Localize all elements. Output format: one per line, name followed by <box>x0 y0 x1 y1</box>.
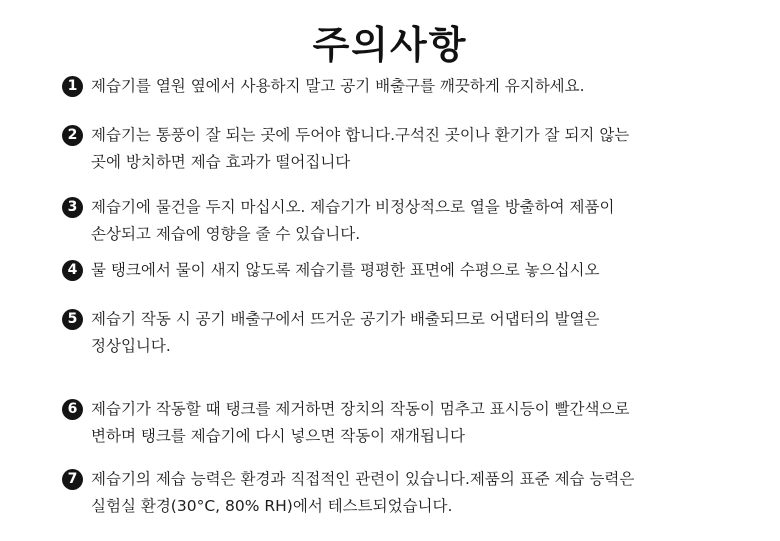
page-title: 주의사항 <box>312 23 468 67</box>
notice-item-1 <box>62 73 752 100</box>
notice-text <box>91 257 752 284</box>
notice-text <box>91 466 752 520</box>
notice-line: 실험실 환경(30°C, 80% RH)에서 테스트되었습니다. <box>91 497 453 515</box>
number-badge: 3 <box>62 197 83 218</box>
number-badge: 5 <box>62 309 83 330</box>
notice-text <box>91 73 752 100</box>
notice-line: 제습기에 물건을 두지 마십시오. 제습기가 비정상적으로 열을 방출하여 제품이 <box>91 198 615 216</box>
notice-item-2 <box>62 122 752 176</box>
notice-text <box>91 306 752 360</box>
notice-line: 손상되고 제습에 영향을 줄 수 있습니다. <box>91 225 361 243</box>
notice-line: 변하며 탱크를 제습기에 다시 넣으면 작동이 재개됩니다 <box>91 427 465 445</box>
notice-line: 물 탱크에서 물이 새지 않도록 제습기를 평평한 표면에 수평으로 놓으십시오 <box>91 261 600 279</box>
number-badge: 6 <box>62 399 83 420</box>
notice-line: 제습기의 제습 능력은 환경과 직접적인 관련이 있습니다.제품의 표준 제습 능력은 <box>91 470 635 488</box>
notice-text <box>91 122 752 176</box>
number-badge: 7 <box>62 469 83 490</box>
notice-line: 제습기 작동 시 공기 배출구에서 뜨거운 공기가 배출되므로 어댑터의 발열은 <box>91 310 600 328</box>
notice-item-3 <box>62 194 752 248</box>
notice-line: 제습기는 통풍이 잘 되는 곳에 두어야 합니다.구석진 곳이나 환기가 잘 되지 않는 <box>91 126 630 144</box>
notice-item-4 <box>62 257 752 284</box>
notice-item-5 <box>62 306 752 360</box>
notice-line: 곳에 방치하면 제습 효과가 떨어집니다 <box>91 153 351 171</box>
number-badge: 4 <box>62 260 83 281</box>
notice-text <box>91 194 752 248</box>
notice-line: 제습기가 작동할 때 탱크를 제거하면 장치의 작동이 멈추고 표시등이 빨간색으로 <box>91 400 630 418</box>
notice-line: 정상입니다. <box>91 337 171 355</box>
number-badge: 2 <box>62 125 83 146</box>
notice-item-6 <box>62 396 752 450</box>
number-badge: 1 <box>62 76 83 97</box>
notice-line: 제습기를 열원 옆에서 사용하지 말고 공기 배출구를 깨끗하게 유지하세요. <box>91 77 585 95</box>
notice-text <box>91 396 752 450</box>
notice-item-7 <box>62 466 752 520</box>
